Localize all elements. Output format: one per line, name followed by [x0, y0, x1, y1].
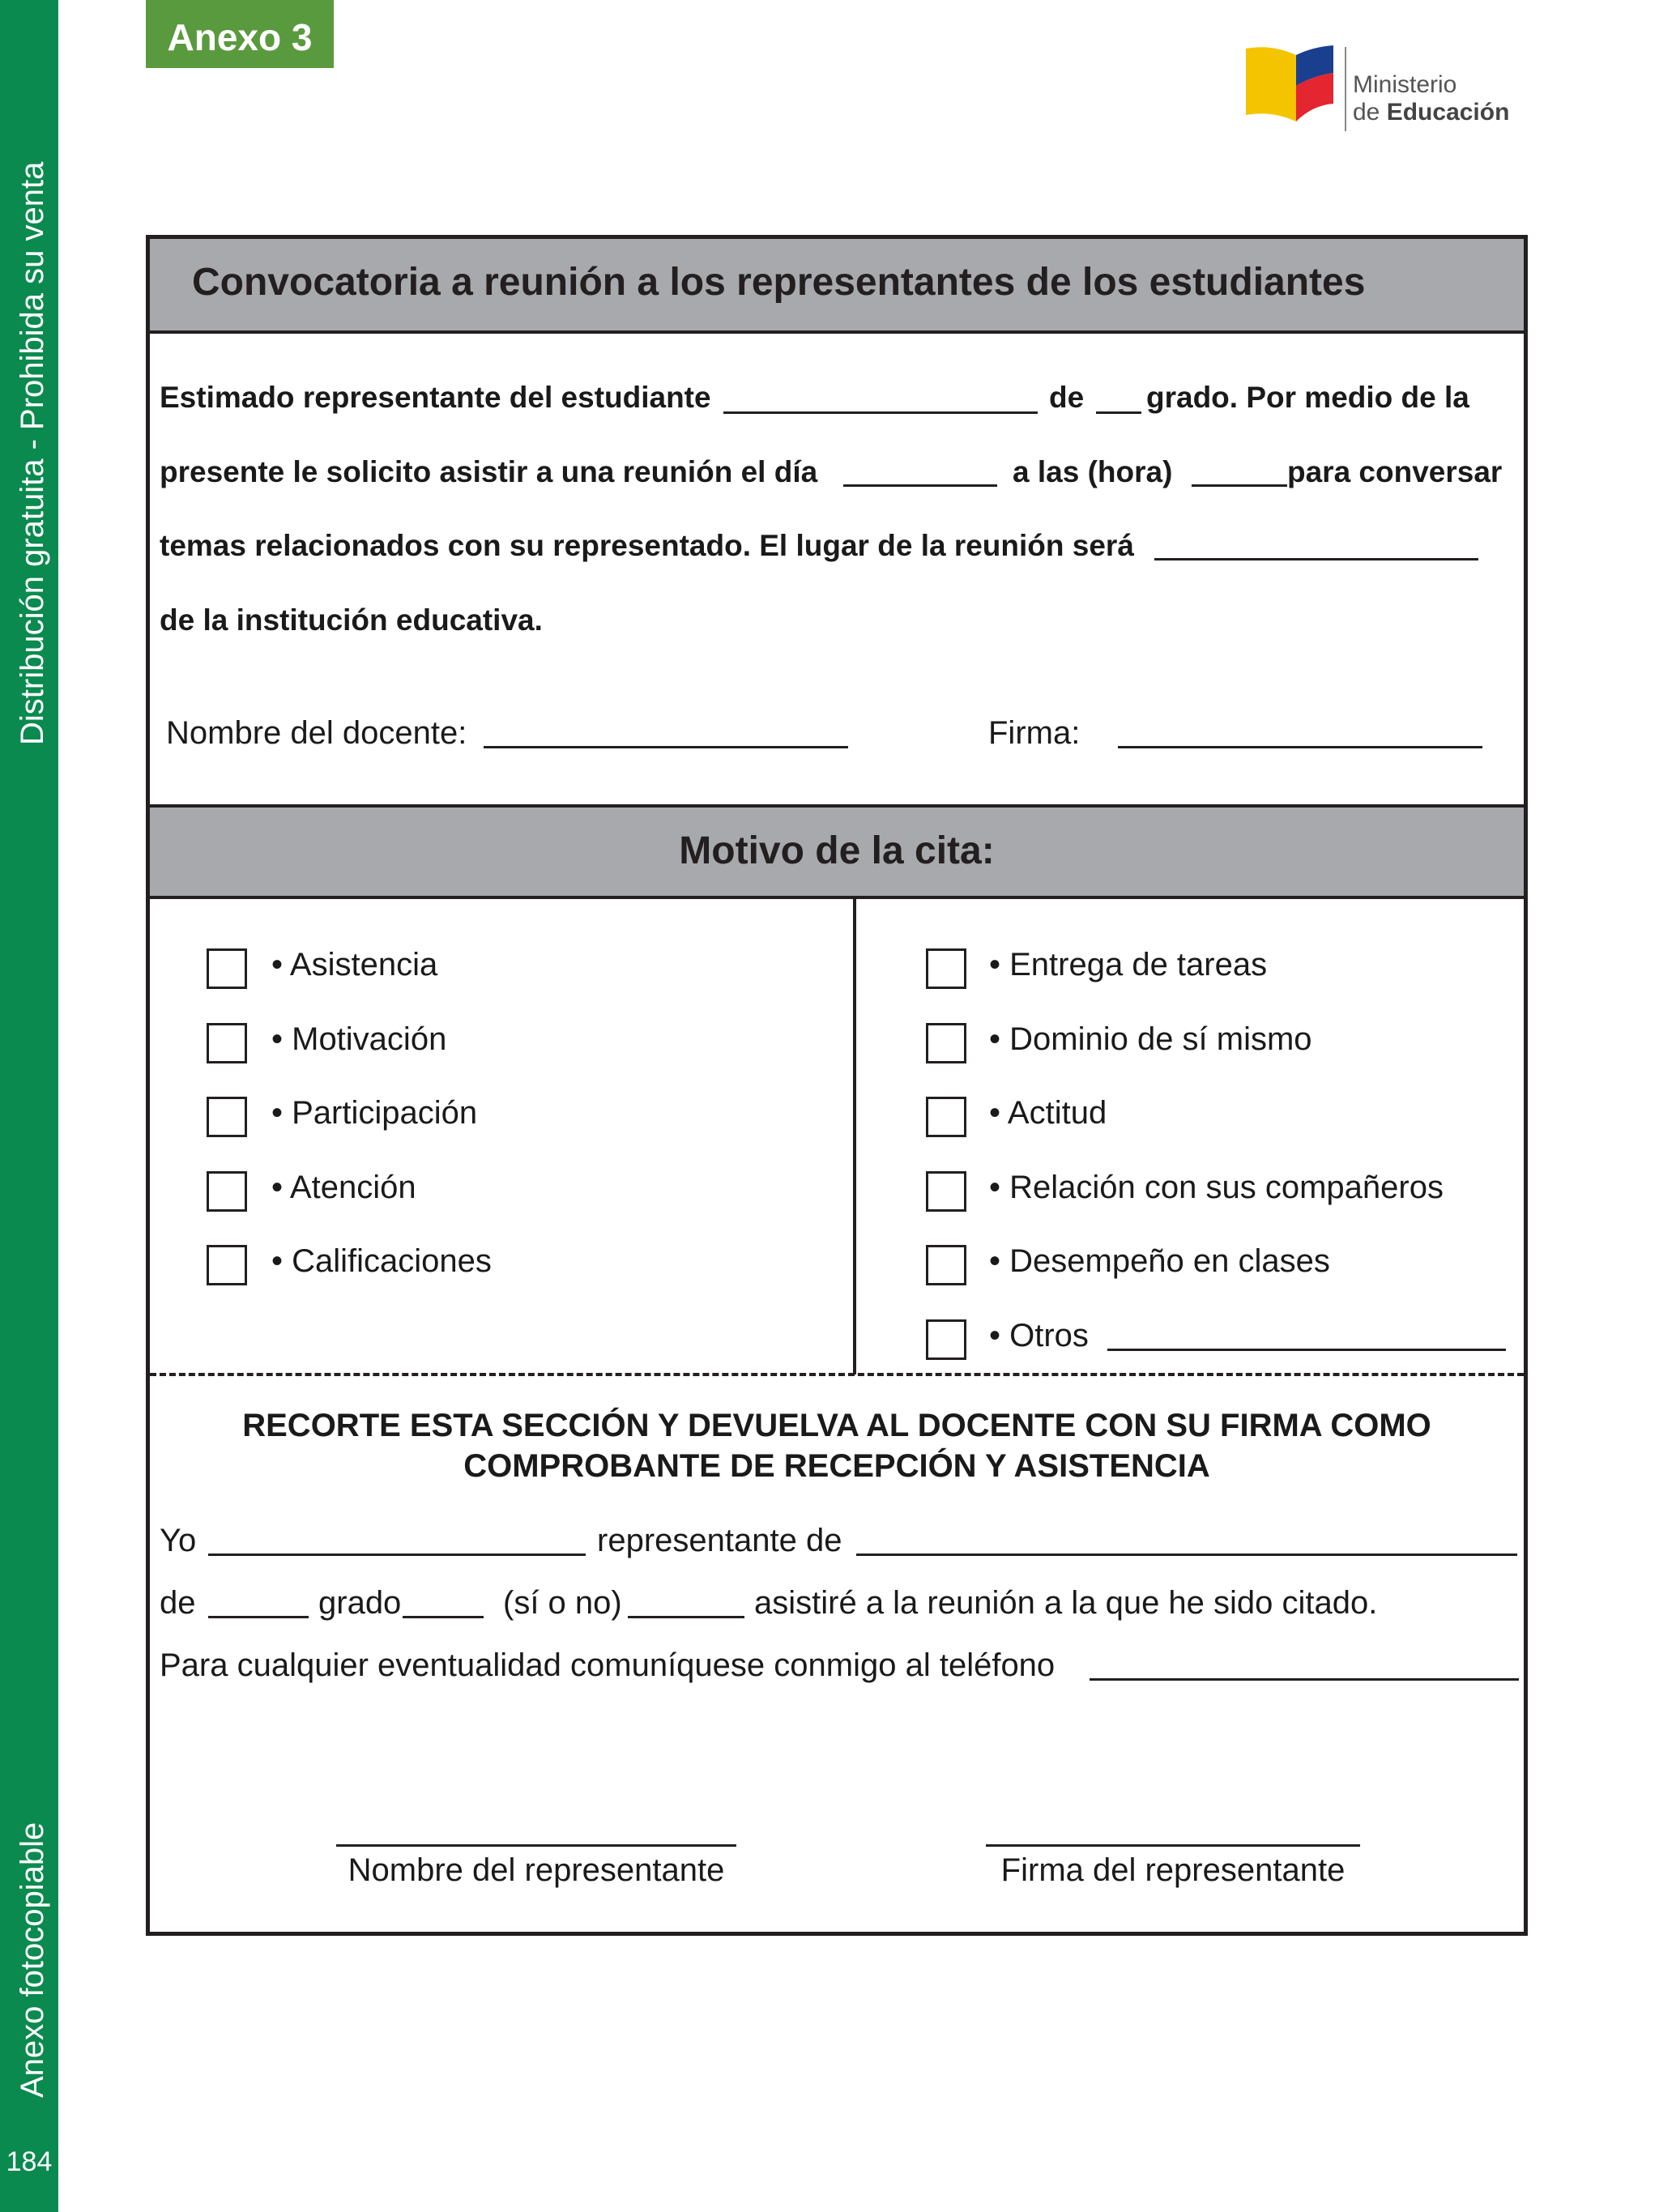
- para-line1-b: de: [1049, 381, 1085, 414]
- reason-band: [150, 804, 1524, 899]
- checkbox-relacion[interactable]: [926, 1171, 966, 1212]
- checkbox-desempeno[interactable]: [926, 1245, 966, 1285]
- item-asistencia: • Asistencia: [271, 947, 438, 982]
- signature-label: Firma:: [988, 715, 1081, 751]
- para-line4: de la institución educativa.: [160, 603, 543, 637]
- place-blank[interactable]: [1154, 558, 1478, 560]
- cut-title-line1: RECORTE ESTA SECCIÓN Y DEVUELVA AL DOCENTE CON SU FIRMA COMO: [242, 1408, 1431, 1443]
- reply-si-no-blank[interactable]: [628, 1616, 744, 1618]
- para-line2-c: para conversar: [1287, 455, 1503, 488]
- reply-yo: Yo: [160, 1523, 197, 1558]
- sidebar-top-label: Distribución gratuita - Prohibida su venta: [15, 161, 50, 745]
- reply-name-blank[interactable]: [208, 1554, 586, 1556]
- signature-blank[interactable]: [1118, 746, 1482, 748]
- hour-blank[interactable]: [1192, 484, 1287, 487]
- item-calificaciones: • Calificaciones: [271, 1243, 492, 1279]
- checkbox-atencion[interactable]: [207, 1171, 247, 1212]
- rep-name-label: Nombre del representante: [348, 1852, 725, 1888]
- form-title-band: [150, 239, 1524, 334]
- reply-telefono: Para cualquier eventualidad comuníquese conmigo al teléfono: [160, 1647, 1056, 1683]
- checkbox-participacion[interactable]: [207, 1097, 247, 1137]
- teacher-name-blank[interactable]: [484, 746, 848, 748]
- cut-title-line2: COMPROBANTE DE RECEPCIÓN Y ASISTENCIA: [463, 1448, 1210, 1484]
- item-relacion: • Relación con sus compañeros: [989, 1170, 1444, 1205]
- para-line1-a: Estimado representante del estudiante: [160, 381, 711, 414]
- checkbox-asistencia[interactable]: [207, 948, 247, 989]
- item-otros: • Otros: [989, 1318, 1089, 1353]
- logo-line1: Ministerio: [1353, 71, 1457, 98]
- student-name-blank[interactable]: [723, 411, 1038, 414]
- checkbox-motivacion[interactable]: [207, 1023, 247, 1063]
- para-line2-a: presente le solicito asistir a una reunión el día: [160, 455, 818, 488]
- para-line2-b: a las (hora): [1013, 455, 1173, 488]
- logo-line2: de Educación: [1353, 99, 1510, 126]
- otros-blank[interactable]: [1107, 1349, 1506, 1351]
- grade-blank[interactable]: [1096, 411, 1141, 414]
- teacher-name-label: Nombre del docente:: [166, 715, 467, 751]
- page-number: 184: [6, 2146, 53, 2177]
- item-atencion: • Atención: [271, 1170, 416, 1205]
- reply-de-blank[interactable]: [208, 1616, 309, 1618]
- rep-signature-blank[interactable]: [986, 1844, 1360, 1847]
- checkbox-entrega-tareas[interactable]: [926, 948, 966, 989]
- reply-representante-de: representante de: [597, 1523, 842, 1558]
- sidebar-bottom-label: Anexo fotocopiable: [15, 1822, 50, 2098]
- cut-line: [150, 1373, 1524, 1376]
- item-participacion: • Participación: [271, 1095, 478, 1131]
- form-title: Convocatoria a reunión a los representantes de los estudiantes: [192, 261, 1366, 304]
- ministry-logo-text: [1353, 71, 1509, 126]
- reply-asistire: asistiré a la reunión a la que he sido citado.: [754, 1585, 1378, 1621]
- item-motivacion: • Motivación: [271, 1021, 447, 1057]
- cut-instructions: [150, 1405, 1524, 1486]
- reply-telefono-blank[interactable]: [1090, 1678, 1519, 1681]
- checkbox-calificaciones[interactable]: [207, 1245, 247, 1285]
- item-desempeno: • Desempeño en clases: [989, 1243, 1330, 1279]
- reply-si-o-no: (sí o no): [503, 1585, 622, 1621]
- reason-title: Motivo de la cita:: [679, 829, 995, 872]
- para-line3-a: temas relacionados con su representado. El lugar de la reunión será: [160, 529, 1134, 562]
- reply-student-blank[interactable]: [856, 1554, 1517, 1556]
- para-line1-c: grado. Por medio de la: [1146, 381, 1469, 414]
- reply-grado: grado: [318, 1585, 402, 1621]
- checkbox-actitud[interactable]: [926, 1097, 966, 1137]
- meeting-form: [146, 235, 1528, 1936]
- day-blank[interactable]: [843, 484, 997, 487]
- item-dominio: • Dominio de sí mismo: [989, 1021, 1312, 1057]
- annex-tag: Anexo 3: [146, 0, 334, 68]
- item-entrega-tareas: • Entrega de tareas: [989, 947, 1268, 982]
- item-actitud: • Actitud: [989, 1095, 1107, 1131]
- reply-de: de: [160, 1585, 196, 1621]
- reply-grado-blank[interactable]: [403, 1616, 484, 1618]
- rep-signature-label: Firma del representante: [1000, 1852, 1346, 1888]
- checkbox-otros[interactable]: [926, 1319, 966, 1360]
- checkbox-dominio[interactable]: [926, 1023, 966, 1063]
- rep-name-blank[interactable]: [336, 1844, 736, 1847]
- column-divider: [853, 897, 856, 1375]
